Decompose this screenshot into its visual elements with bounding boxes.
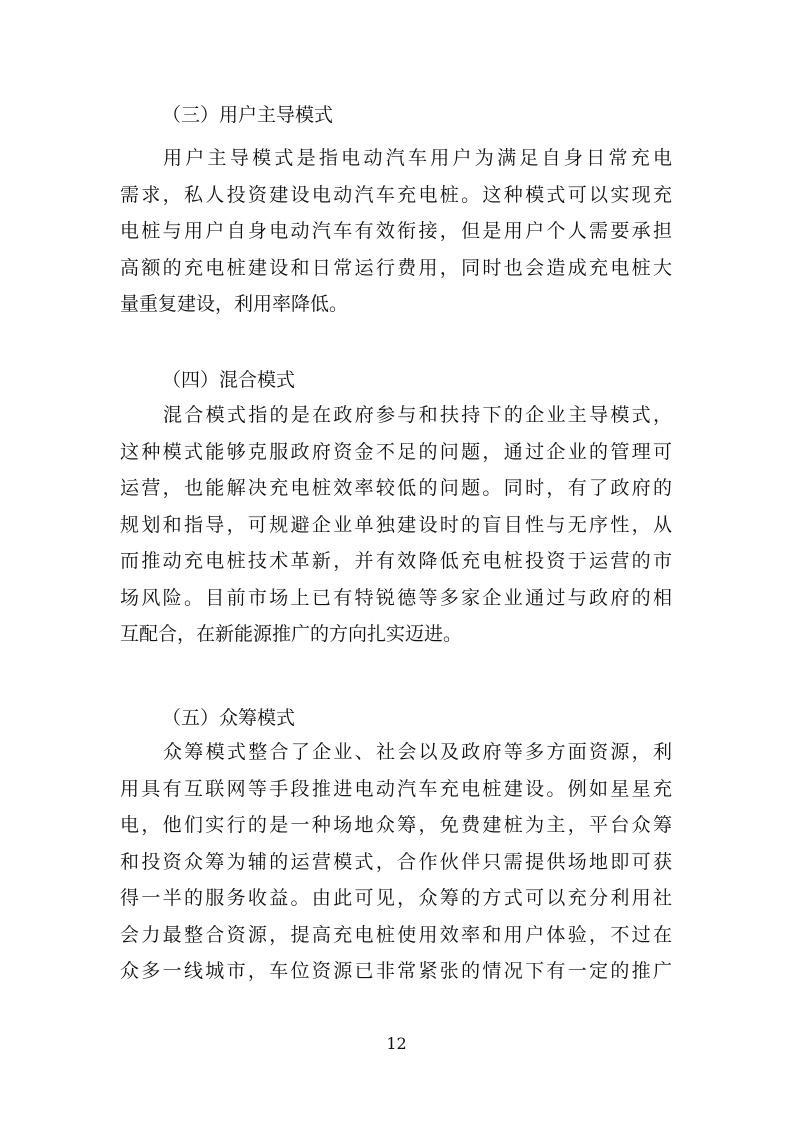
paragraph-line: 混合模式指的是在政府参与和扶持下的企业主导模式， bbox=[163, 404, 672, 426]
section-body-crowdfunding bbox=[120, 734, 672, 990]
paragraph-line: 众筹模式整合了企业、社会以及政府等多方面资源，利 bbox=[163, 741, 672, 763]
paragraph-line: 互配合，在新能源推广的方向扎实迈进。 bbox=[120, 623, 463, 645]
section-body-user-led bbox=[120, 140, 672, 323]
paragraph-line: 众多一线城市，车位资源已非常紧张的情况下有一定的推广 bbox=[120, 960, 672, 982]
paragraph-line: 用具有互联网等手段推进电动汽车充电桩建设。例如星星充 bbox=[120, 777, 672, 800]
paragraph-line: 而推动充电桩技术革新，并有效降低充电桩投资于运营的市 bbox=[120, 550, 672, 572]
paragraph-line: 得一半的服务收益。由此可见，众筹的方式可以充分利用社 bbox=[120, 887, 672, 909]
section-heading-user-led: （三）用户主导模式 bbox=[162, 104, 334, 126]
section-heading-crowdfunding: （五）众筹模式 bbox=[162, 707, 296, 729]
paragraph-line: 用户主导模式是指电动汽车用户为满足自身日常充电 bbox=[163, 147, 672, 169]
paragraph-line: 运营，也能解决充电桩效率较低的问题。同时，有了政府的 bbox=[120, 477, 672, 499]
paragraph-line: 需求，私人投资建设电动汽车充电桩。这种模式可以实现充 bbox=[120, 183, 672, 206]
page-number: 12 bbox=[386, 1034, 407, 1053]
section-body-hybrid bbox=[120, 397, 672, 653]
paragraph-line: 场风险。目前市场上已有特锐德等多家企业通过与政府的相 bbox=[120, 586, 672, 609]
paragraph-line: 规划和指导，可规避企业单独建设时的盲目性与无序性，从 bbox=[120, 513, 672, 536]
paragraph-line: 这种模式能够克服政府资金不足的问题，通过企业的管理可 bbox=[120, 440, 672, 463]
paragraph-line: 高额的充电桩建设和日常运行费用，同时也会造成充电桩大 bbox=[120, 256, 672, 279]
paragraph-line: 量重复建设，利用率降低。 bbox=[120, 293, 349, 315]
section-heading-hybrid: （四）混合模式 bbox=[162, 369, 296, 391]
paragraph-line: 电，他们实行的是一种场地众筹，免费建桩为主，平台众筹 bbox=[120, 814, 672, 836]
paragraph-line: 和投资众筹为辅的运营模式，合作伙伴只需提供场地即可获 bbox=[120, 850, 672, 873]
paragraph-line: 会力最整合资源，提高充电桩使用效率和用户体验，不过在 bbox=[120, 923, 672, 946]
paragraph-line: 电桩与用户自身电动汽车有效衔接，但是用户个人需要承担 bbox=[120, 220, 672, 242]
